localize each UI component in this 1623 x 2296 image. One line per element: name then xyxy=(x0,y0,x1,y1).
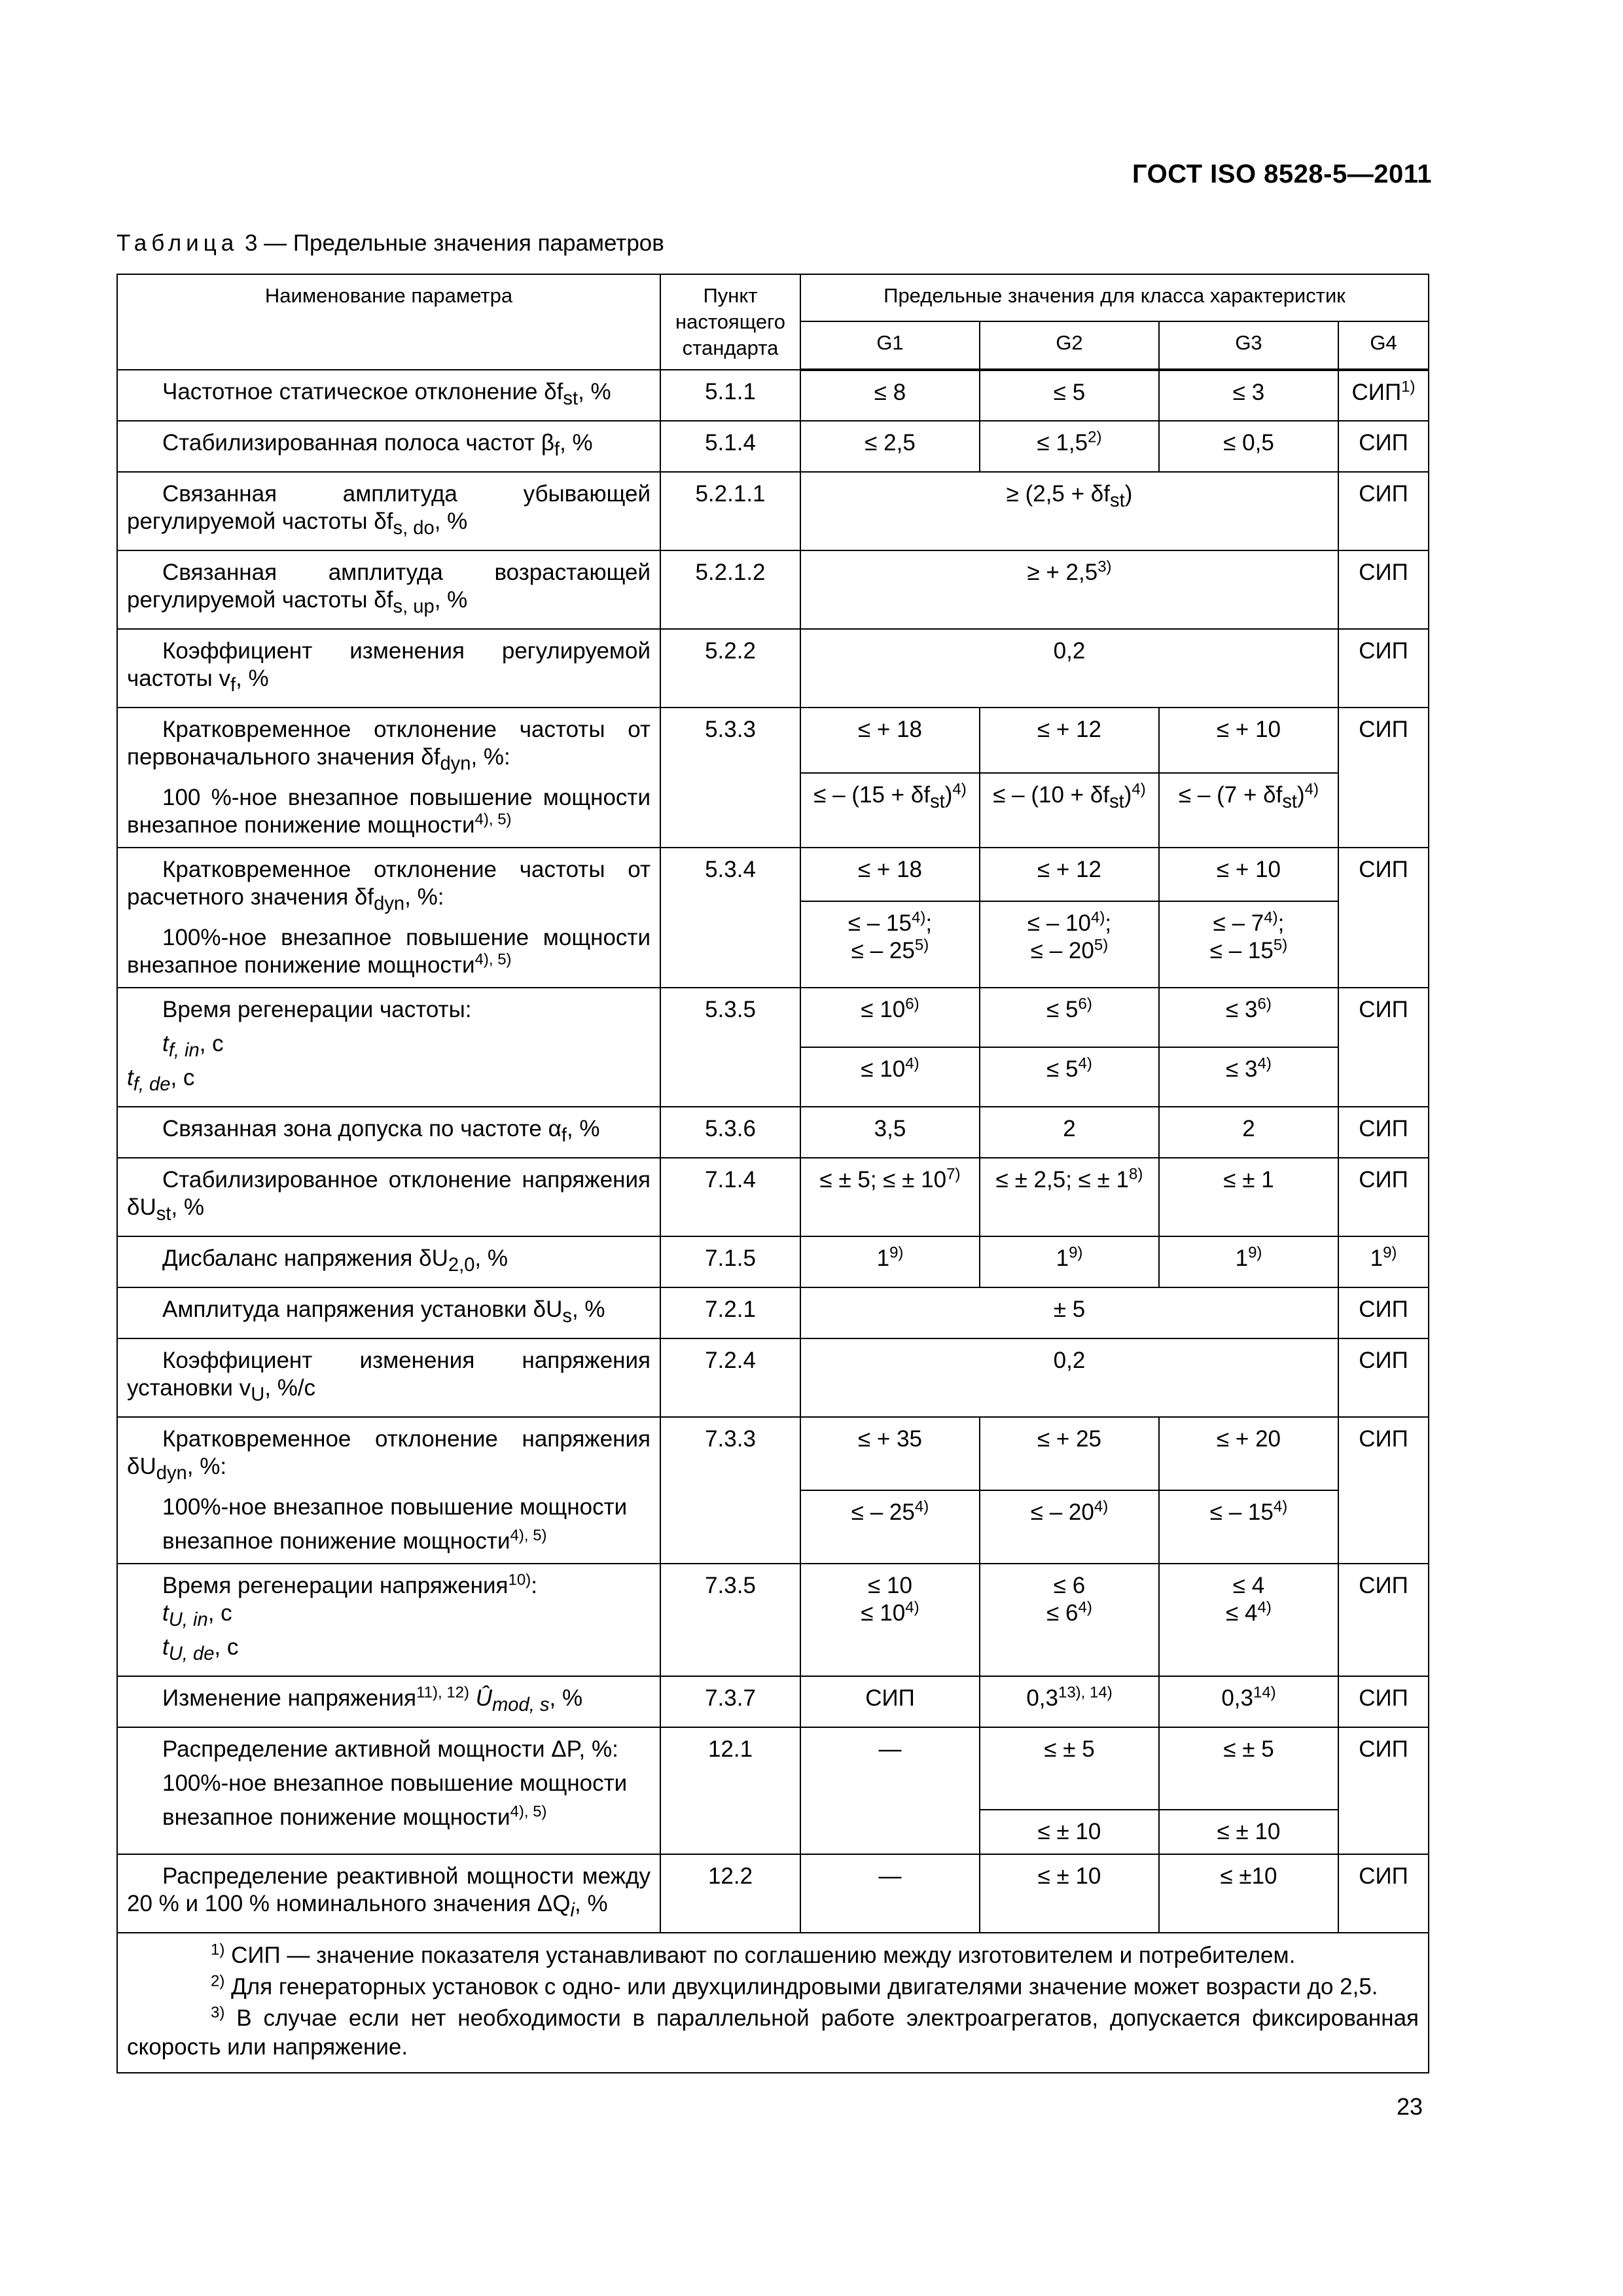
param-name: Амплитуда напряжения установки $\delta U_s$, % xyxy=(117,1287,660,1338)
param-name: Связанная амплитуда возрастающей регулируемой частоты $\delta f_{s, up}$, % xyxy=(117,550,660,629)
g3-cell: ≤ – $(7 + \delta f_{st})^{4)}$ xyxy=(1159,773,1338,848)
table-row xyxy=(117,1564,1429,1676)
g3-cell: ≤ ± 5 xyxy=(1159,1727,1338,1810)
table-row xyxy=(117,421,1429,472)
g2-cell: ≤ + 25 xyxy=(980,1417,1159,1490)
g1-cell: ≤ $10^{4)}$ xyxy=(800,1047,980,1107)
g3-cell: 0,3$^{14)}$ xyxy=(1159,1676,1338,1727)
g1-cell: ≤ ± 5; ≤ ± $10^{7)}$ xyxy=(800,1158,980,1236)
param-name: Кратковременное отклонение частоты от расчетного значения $\delta f_{dyn}$, %: 100%-ное внезапное повышение мощности внезапное понижение мощности$^{4), 5)}$ xyxy=(117,848,660,988)
clause-cell: 5.2.1.1 xyxy=(660,472,800,550)
table-row xyxy=(117,848,1429,901)
g4-cell: СИП xyxy=(1338,1158,1429,1236)
table-row xyxy=(117,1287,1429,1338)
footnotes xyxy=(117,1933,1429,2073)
g4-cell: СИП xyxy=(1338,629,1429,708)
merged-g1-g3-cell: 0,2 xyxy=(800,629,1338,708)
g1-cell: 1$^{9)}$ xyxy=(800,1236,980,1287)
g3-cell: ≤ + 10 xyxy=(1159,708,1338,773)
g4-cell: СИП xyxy=(1338,848,1429,988)
table-row xyxy=(117,1158,1429,1236)
clause-cell: 5.3.5 xyxy=(660,988,800,1107)
g3-cell: 1$^{9)}$ xyxy=(1159,1236,1338,1287)
g2-cell: $0,3^{13), 14)}$ xyxy=(980,1676,1159,1727)
g2-cell: ≤ ± 2,5; ≤ ± $1^{8)}$ xyxy=(980,1158,1159,1236)
g4-cell: СИП xyxy=(1338,421,1429,472)
table-row xyxy=(117,1338,1429,1417)
table-row xyxy=(117,1236,1429,1287)
g4-cell: СИП xyxy=(1338,1676,1429,1727)
table-row xyxy=(117,1727,1429,1810)
g1-cell: ≤ 10 ≤ $10^{4)}$ xyxy=(800,1564,980,1676)
g4-cell: СИП xyxy=(1338,708,1429,848)
g2-cell: ≤ – 20$^{4)}$ xyxy=(980,1490,1159,1564)
col-header-name: Наименование параметра xyxy=(117,274,660,370)
parameters-table xyxy=(116,274,1429,2073)
table-row xyxy=(117,1854,1429,1933)
table-row xyxy=(117,1107,1429,1158)
footnotes-row xyxy=(117,1933,1429,2073)
g1-cell: ≤ + 18 xyxy=(800,848,980,901)
g1-cell: ≤ + 35 xyxy=(800,1417,980,1490)
g1-cell: ≤ – 25$^{4)}$ xyxy=(800,1490,980,1564)
clause-cell: 7.3.7 xyxy=(660,1676,800,1727)
g4-cell: СИП xyxy=(1338,1727,1429,1854)
clause-cell: 5.1.4 xyxy=(660,421,800,472)
g3-cell: ≤ ±10 xyxy=(1159,1854,1338,1933)
g3-cell: ≤ 3 xyxy=(1159,370,1338,421)
col-header-g3: G3 xyxy=(1159,321,1338,370)
table-caption xyxy=(116,230,664,257)
g3-cell: ≤ ± 10 xyxy=(1159,1810,1338,1854)
clause-cell: 5.3.4 xyxy=(660,848,800,988)
merged-g1-g3-cell: ≥ + $2,5^{3)}$ xyxy=(800,550,1338,629)
merged-g1-g3-cell: 0,2 xyxy=(800,1338,1338,1417)
g2-cell: ≤ + 12 xyxy=(980,848,1159,901)
merged-g1-g3-cell: ± 5 xyxy=(800,1287,1338,1338)
g3-cell: ≤ ± 1 xyxy=(1159,1158,1338,1236)
g3-cell: ≤ $3^{6)}$ xyxy=(1159,988,1338,1047)
table-row xyxy=(117,550,1429,629)
footnote: $^{1)}$ СИП — значение показателя устанавливают по соглашению между изготовителем и потребителем. xyxy=(211,1941,1296,1968)
col-header-limits: Предельные значения для класса характеристик xyxy=(800,274,1429,321)
g2-cell: ≤ ± 5 xyxy=(980,1727,1159,1810)
clause-cell: 5.2.1.2 xyxy=(660,550,800,629)
g3-cell: ≤ $3^{4)}$ xyxy=(1159,1047,1338,1107)
g1-cell: — xyxy=(800,1727,980,1854)
g1-cell: СИП xyxy=(800,1676,980,1727)
g3-cell: ≤ – 15$^{4)}$ xyxy=(1159,1490,1338,1564)
table-row xyxy=(117,1417,1429,1490)
g2-cell: 2 xyxy=(980,1107,1159,1158)
clause-cell: 7.2.4 xyxy=(660,1338,800,1417)
g2-cell: ≤ ± 10 xyxy=(980,1854,1159,1933)
g4-cell: СИП xyxy=(1338,550,1429,629)
g4-cell: СИП$^{1)}$ xyxy=(1338,370,1429,421)
table-row xyxy=(117,988,1429,1047)
clause-cell: 7.1.4 xyxy=(660,1158,800,1236)
table-row xyxy=(117,472,1429,550)
footnote: $^{3)}$ В случае если нет необходимости в параллельной работе электроагрегатов, допускается фиксированная скорость или напряжение. xyxy=(127,2003,1419,2060)
g2-cell: 1$^{9)}$ xyxy=(980,1236,1159,1287)
param-name: Частотное статическое отклонение $\delta f_{st}$, % xyxy=(117,370,660,421)
g1-cell: ≤ + 18 xyxy=(800,708,980,773)
g3-cell: 2 xyxy=(1159,1107,1338,1158)
g1-cell: — xyxy=(800,1854,980,1933)
g4-cell: СИП xyxy=(1338,1564,1429,1676)
clause-cell: 7.3.3 xyxy=(660,1417,800,1564)
param-name: Изменение напряжения$^{11), 12)}$ $Û_{mod, s}$, % xyxy=(117,1676,660,1727)
merged-g1-g3-cell: ≥ $(2,5 + \delta f_{st})$ xyxy=(800,472,1338,550)
param-name: Дисбаланс напряжения $\delta U_{2,0}$, % xyxy=(117,1236,660,1287)
caption-prefix: Таблица xyxy=(116,230,239,256)
g2-cell: ≤ ± 10 xyxy=(980,1810,1159,1854)
param-name: Кратковременное отклонение напряжения $\delta U_{dyn}$, %: 100%-ное внезапное повышение мощности внезапное понижение мощности$^{4), 5)}$ xyxy=(117,1417,660,1564)
caption-text: 3 — Предельные значения параметров xyxy=(238,230,664,256)
page-number: 23 xyxy=(1396,2093,1423,2120)
g3-cell: ≤ 0,5 xyxy=(1159,421,1338,472)
g3-cell: ≤ + 20 xyxy=(1159,1417,1338,1490)
param-name: Коэффициент изменения напряжения установки $v_U$, %/с xyxy=(117,1338,660,1417)
param-name: Распределение реактивной мощности между 20 % и 100 % номинального значения $\Delta Q_i$, % xyxy=(117,1854,660,1933)
clause-cell: 5.3.6 xyxy=(660,1107,800,1158)
table-row xyxy=(117,370,1429,421)
table-row xyxy=(117,1676,1429,1727)
g1-cell: ≤ – $(15 + \delta f_{st})^{4)}$ xyxy=(800,773,980,848)
g2-cell: ≤ + 12 xyxy=(980,708,1159,773)
clause-cell: 7.2.1 xyxy=(660,1287,800,1338)
g3-cell: ≤ 4 ≤ $4^{4)}$ xyxy=(1159,1564,1338,1676)
param-name: Связанная амплитуда убывающей регулируемой частоты $\delta f_{s, do}$, % xyxy=(117,472,660,550)
g4-cell: СИП xyxy=(1338,1338,1429,1417)
col-header-clause: Пункт настоящего стандарта xyxy=(660,274,800,370)
g1-cell: ≤ – $15^{4)}$; ≤ – 25$^{5)}$ xyxy=(800,901,980,988)
standard-designation: ГОСТ ISO 8528-5—2011 xyxy=(1132,160,1432,188)
clause-cell: 12.2 xyxy=(660,1854,800,1933)
col-header-g4: G4 xyxy=(1338,321,1429,370)
col-header-g2: G2 xyxy=(980,321,1159,370)
g4-cell: СИП xyxy=(1338,1417,1429,1564)
param-name: Распределение активной мощности ΔP, %: 100%-ное внезапное повышение мощности внезапное понижение мощности$^{4), 5)}$ xyxy=(117,1727,660,1854)
g4-cell: СИП xyxy=(1338,988,1429,1107)
clause-cell: 7.3.5 xyxy=(660,1564,800,1676)
g1-cell: ≤ 8 xyxy=(800,370,980,421)
clause-cell: 5.1.1 xyxy=(660,370,800,421)
g1-cell: ≤ $10^{6)}$ xyxy=(800,988,980,1047)
clause-cell: 5.2.2 xyxy=(660,629,800,708)
param-name: Связанная зона допуска по частоте $\alpha_f$, % xyxy=(117,1107,660,1158)
col-header-g1: G1 xyxy=(800,321,980,370)
g4-cell: СИП xyxy=(1338,1107,1429,1158)
g1-cell: 3,5 xyxy=(800,1107,980,1158)
g2-cell: ≤ – $10^{4)}$; ≤ – 20$^{5)}$ xyxy=(980,901,1159,988)
param-name: Стабилизированное отклонение напряжения $\delta U_{st}$, % xyxy=(117,1158,660,1236)
clause-cell: 12.1 xyxy=(660,1727,800,1854)
g3-cell: ≤ – $7^{4)}$; ≤ – 15$^{5)}$ xyxy=(1159,901,1338,988)
g1-cell: ≤ 2,5 xyxy=(800,421,980,472)
param-name: Стабилизированная полоса частот $\beta_f$, % xyxy=(117,421,660,472)
g4-cell: СИП xyxy=(1338,1854,1429,1933)
g2-cell: ≤ $1,5^{2)}$ xyxy=(980,421,1159,472)
g4-cell: 1$^{9)}$ xyxy=(1338,1236,1429,1287)
table-row xyxy=(117,629,1429,708)
clause-cell: 5.3.3 xyxy=(660,708,800,848)
g4-cell: СИП xyxy=(1338,472,1429,550)
param-name: Время регенерации частоты: $t_{f, in}$, с $t_{f, de}$, с xyxy=(117,988,660,1107)
param-name: Коэффициент изменения регулируемой частоты $v_f$, % xyxy=(117,629,660,708)
g3-cell: ≤ + 10 xyxy=(1159,848,1338,901)
g2-cell: ≤ $5^{4)}$ xyxy=(980,1047,1159,1107)
footnote: $^{2)}$ Для генераторных установок с одно- или двухцилиндровыми двигателями значение может возрасти до 2,5. xyxy=(211,1972,1378,2000)
param-name: Время регенерации напряжения$^{10)}$: $t_{U, in}$, с $t_{U, de}$, с xyxy=(117,1564,660,1676)
g2-cell: ≤ 5 xyxy=(980,370,1159,421)
g2-cell: ≤ – $(10 + \delta f_{st})^{4)}$ xyxy=(980,773,1159,848)
g2-cell: ≤ 6 ≤ $6^{4)}$ xyxy=(980,1564,1159,1676)
clause-cell: 7.1.5 xyxy=(660,1236,800,1287)
table-row xyxy=(117,708,1429,773)
param-name: Кратковременное отклонение частоты от первоначального значения $\delta f_{dyn}$, %: 100 %-ное внезапное повышение мощности внезапное понижение мощности$^{4), 5)}$ xyxy=(117,708,660,848)
g2-cell: ≤ $5^{6)}$ xyxy=(980,988,1159,1047)
g4-cell: СИП xyxy=(1338,1287,1429,1338)
